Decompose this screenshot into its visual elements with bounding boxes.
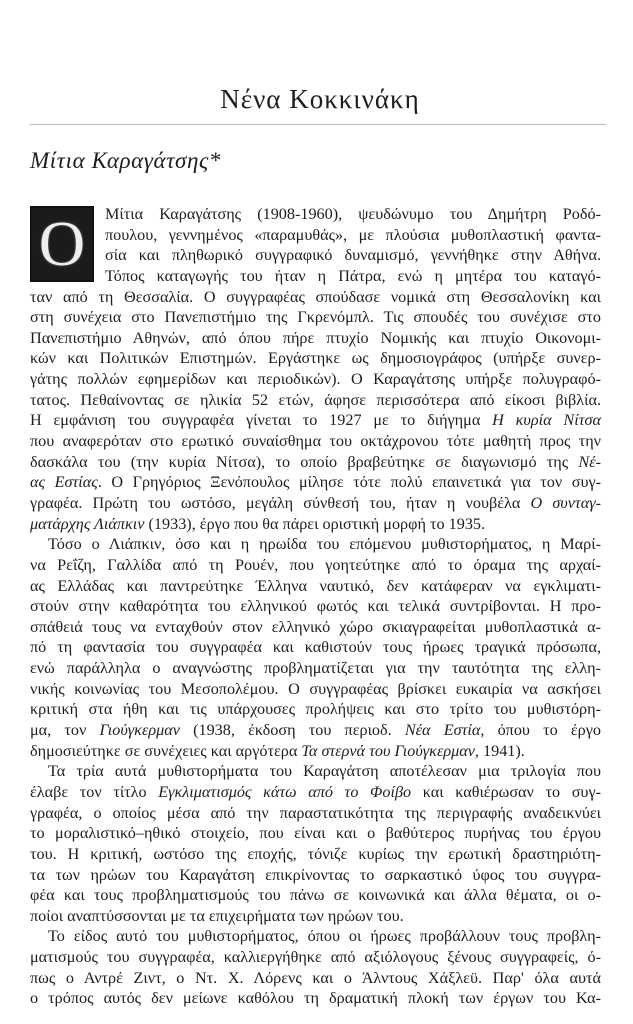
text-segment: και καθιέρωσαν το συγ- [411,782,601,801]
text-line [30,782,601,803]
text-segment: του. Η κριτική, ωστόσο της εποχής, τόνιζε κυρίως την ερωτική δραστηριότη- [30,844,601,863]
text-segment: Πανεπιστήμιο Αθηνών, από όπου πήρε πτυχίο Νομικής και πτυχίο Οικονομι- [30,328,601,347]
text-segment: ενώ παράλληλα ο αναγνώστης προβληματίζεται για την ταυτότητα της ελλη- [30,659,601,678]
text-line [30,431,601,452]
text-segment: Το είδος αυτό του μυθιστορήματος, όπου οι ήρωες προβάλλουν τους προβλη- [48,927,601,946]
header-divider [30,124,606,125]
text-segment: σία και πληθωρικό συγγραφικό δυναμισμό, γεννήθηκε στην Αθήνα. [105,246,601,265]
text-segment: ποίοι αναπτύσσονται με τα επιχειρήματα των ηρώων του. [30,906,404,925]
text-segment: κών και Πολιτικών Επιστημών. Εργάστηκε ως δημοσιογράφος (υπήρξε συνερ- [30,349,601,368]
text-segment: γραφέα, ο οποίος μέσα από την παραστατικότητα της περιγραφής αναδεικνύει [30,803,601,822]
italic-title-text: Ο συνταγ- [530,493,601,512]
text-line [30,493,601,514]
text-line [30,452,601,473]
text-line [30,328,601,349]
text-segment: δασκάλα του (την κυρία Νίτσα), το οποίο βραβεύτηκε σε διαγωνισμό της [30,452,579,471]
text-segment: πουλου, γεννημένος «παραμυθάς», με πλούσια μυθοπλαστική φαντα- [105,225,601,244]
text-segment: Η εμφάνιση του συγγραφέα γίνεται το 1927 με το διήγημα [30,411,493,430]
text-line [30,617,601,638]
text-line [30,596,601,617]
text-line [30,947,601,968]
text-line [30,410,601,431]
text-line [30,637,601,658]
text-segment: κριτική στα ήθη και τις υπάρχουσες προλήψεις και στο τρίτο του μυθιστόρη- [30,700,601,719]
text-line [30,968,601,989]
text-segment: , όπου το έργο [480,721,601,740]
italic-title-text: Νέ- [578,452,601,471]
text-segment: ας Ελλάδας και παντρεύτηκε Έλληνα ναυτικό, δεν κατάφεραν να εγκλιματι- [30,576,601,595]
text-line [30,823,601,844]
drop-cap-letter: Ο [38,208,86,279]
text-line [30,885,601,906]
text-line [30,287,601,308]
text-line [30,865,601,886]
text-segment: τατος. Πεθαίνοντας σε ηλικία 52 ετών, άφησε περισσότερα από είκοσι βιβλία. [30,390,601,409]
text-line [30,348,601,369]
text-line [30,988,601,1009]
text-segment: . Ο Γρηγόριος Ξενόπουλος μίλησε τότε πολύ επαινετικά για τον συγ- [97,473,601,492]
text-segment: έλαβε τον τίτλο [30,782,159,801]
text-segment: στούν στην καθαρότητα του ελληνικού φωτός και τελικά συντρίβονται. Η προ- [30,597,601,616]
text-segment: να Ρεΐζη, Γαλλίδα από τη Ρουέν, που γοητεύτηκε από το όραμα της αρχαί- [30,555,601,574]
text-segment: (1933), έργο που θα πάρει οριστική μορφή το 1935. [144,514,486,533]
italic-title-text: ας Εστίας [30,473,98,492]
text-segment: μα, τον [30,721,100,740]
italic-title-text: ματάρχης Λιάπκιν [30,514,145,533]
text-segment: γάτης πολλών εφημερίδων και περιοδικών). Ο Καραγάτσης υπήρξε πολυγραφό- [30,370,601,389]
text-segment: (1938, έκδοση του περιοδ. [179,721,405,740]
italic-title-text: Γιούγκερμαν [99,721,180,740]
text-line [30,514,601,535]
article-title: Μίτια Καραγάτσης* [30,148,222,173]
text-segment: , 1941). [474,741,525,760]
text-line [105,204,601,225]
text-line [30,307,601,328]
text-line [30,472,601,493]
text-line [105,245,601,266]
text-segment: φέα και τους προβληματισμούς του πάνω σε κοινωνικά και άλλα θέματα, οι ο- [30,886,601,905]
text-segment: σπάθειά τους να ενταχθούν στον ελληνικό χώρο σκιαγραφείται μυθοπλαστικά α- [30,617,601,636]
text-segment: Τα τρία αυτά μυθιστορήματα του Καραγάτση αποτέλεσαν μια τριλογία που [48,762,601,781]
article-body [30,204,601,1009]
text-line [30,534,601,555]
text-segment: πό τη φαντασία του συγγραφέα και καθιστούν τους ήρωες τραγικά πρόσωπα, [30,638,601,657]
text-line [105,266,601,287]
text-segment: Τόσο ο Λιάπκιν, όσο και η ηρωίδα του επόμενου μυθιστορήματος, η Μαρί- [48,535,601,554]
italic-title-text: Εγκλιματισμός κάτω από το Φοίβο [158,782,412,801]
text-segment: που αναφερόταν στο ερωτικό συναίσθημα του οκτάχρονου τότε μαθητή προς την [30,432,601,451]
text-line [30,844,601,865]
text-line [30,699,601,720]
text-segment: Τόπος καταγωγής του ήταν η Πάτρα, ενώ η μητέρα του καταγό- [105,266,601,285]
text-line [30,555,601,576]
text-segment: γραφέα. Πρώτη του ωστόσο, μεγάλη σύνθεσή του, ήταν η νουβέλα [30,493,531,512]
text-segment: δημοσιεύτηκε σε συνέχειες και αργότερα [30,741,302,760]
text-line [30,926,601,947]
italic-title-text: Νέα Εστία [404,721,481,740]
text-line [30,720,601,741]
text-segment: το μοραλιστικό–ηθικό στοιχείο, που είναι και ο βαθύτερος πυρήνας του έργου [30,824,601,843]
text-segment: Μίτια Καραγάτσης (1908-1960), ψευδώνυμο του Δημήτρη Ροδό- [105,205,601,223]
page-header-author: Νένα Κοκκινάκη [220,84,420,114]
text-line [30,390,601,411]
text-segment: ματισμούς του συγγραφέα, καλλιεργήθηκε από αξιόλογους ξένους συγγραφείς, ό- [30,948,601,967]
text-line [30,803,601,824]
text-line [30,658,601,679]
text-segment: ταν από τη Θεσσαλία. Ο συγγραφέας σπούδασε νομικά στη Θεσσαλονίκη και [30,287,601,306]
text-line [30,906,601,927]
text-segment: ο τρόπος αυτός δεν μείωνε καθόλου τη δραματική πλοκή των έργων του Κα- [30,989,601,1008]
text-line [30,741,601,762]
text-segment: πως ο Αντρέ Ζιντ, ο Ντ. Χ. Λόρενς και ο Άλντους Χάξλεϋ. Παρ' όλα αυτά [30,968,601,987]
text-segment: νικής κοινωνίας του Μεσοπολέμου. Ο συγγραφέας βρίσκει ευκαιρία να ασκήσει [30,679,601,698]
text-segment: τα των ηρώων του Καραγάτση επικρίνοντας το σαρκαστικό ύφος του συγγρα- [30,865,601,884]
text-line [30,576,601,597]
text-line [30,679,601,700]
text-line [30,369,601,390]
italic-title-text: Τα στερνά του Γιούγκερμαν [301,741,475,760]
text-segment: στη συνέχεια στο Πανεπιστήμιο της Γκρενόμπλ. Τις σπουδές του συνέχισε στο [30,308,601,327]
text-line [30,761,601,782]
italic-title-text: Η κυρία Νίτσα [492,411,602,430]
text-line [105,225,601,246]
